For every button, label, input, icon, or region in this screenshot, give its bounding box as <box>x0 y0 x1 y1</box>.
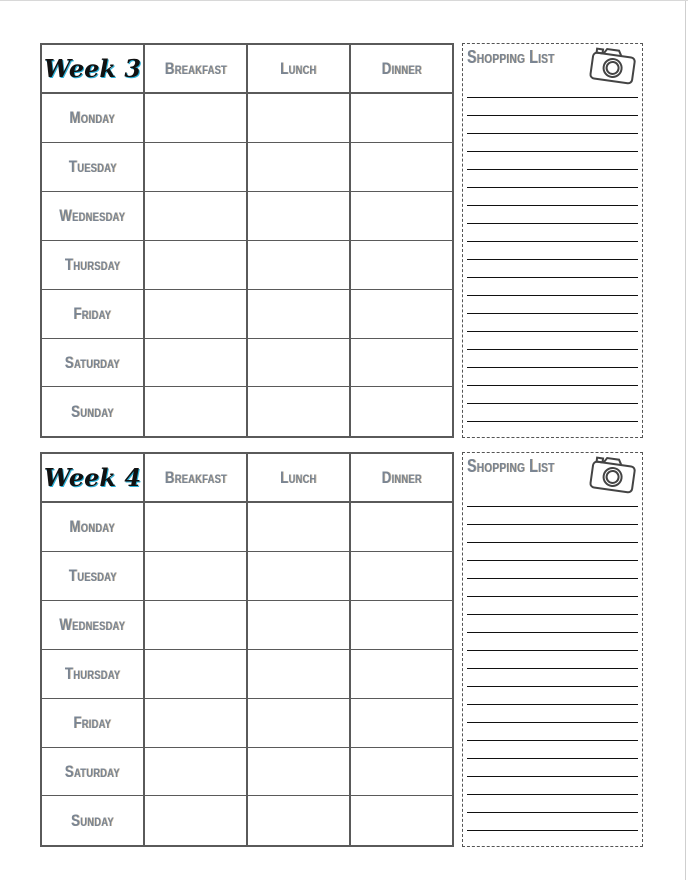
meal-entry-cell[interactable] <box>144 289 247 338</box>
table-row <box>41 747 453 796</box>
column-header-label: Breakfast <box>164 467 227 487</box>
table-row <box>41 143 453 192</box>
shopping-list-line[interactable] <box>467 668 638 669</box>
day-cell <box>41 93 144 143</box>
shopping-list-line[interactable] <box>467 686 638 687</box>
shopping-list-line[interactable] <box>467 704 638 705</box>
column-header-label: Breakfast <box>164 58 227 78</box>
shopping-list-line[interactable] <box>467 830 638 831</box>
meal-entry-cell[interactable] <box>350 338 453 387</box>
meal-entry-cell[interactable] <box>247 241 350 290</box>
shopping-list-line[interactable] <box>467 403 638 404</box>
meal-entry-cell[interactable] <box>144 796 247 846</box>
meal-entry-cell[interactable] <box>144 143 247 192</box>
column-header <box>350 44 453 93</box>
table-row <box>41 387 453 437</box>
meal-entry-cell[interactable] <box>350 289 453 338</box>
day-cell <box>41 289 144 338</box>
day-cell <box>41 796 144 846</box>
day-label: Saturday <box>65 761 120 781</box>
column-header <box>144 44 247 93</box>
meal-entry-cell[interactable] <box>247 502 350 552</box>
camera-icon <box>588 454 638 494</box>
shopping-list-line[interactable] <box>467 151 638 152</box>
meal-entry-cell[interactable] <box>144 650 247 699</box>
shopping-list-line[interactable] <box>467 277 638 278</box>
shopping-list-title: Shopping List <box>467 47 555 67</box>
shopping-list-line[interactable] <box>467 115 638 116</box>
table-row <box>41 601 453 650</box>
shopping-list-line[interactable] <box>467 542 638 543</box>
column-header <box>144 453 247 502</box>
table-row <box>41 552 453 601</box>
shopping-list-box <box>462 43 643 438</box>
column-header <box>247 453 350 502</box>
shopping-list-line[interactable] <box>467 560 638 561</box>
meal-entry-cell[interactable] <box>144 338 247 387</box>
meal-entry-cell[interactable] <box>144 502 247 552</box>
shopping-list-line[interactable] <box>467 133 638 134</box>
meal-entry-cell[interactable] <box>144 552 247 601</box>
shopping-list-box <box>462 452 643 847</box>
meal-entry-cell[interactable] <box>350 552 453 601</box>
shopping-list-line[interactable] <box>467 169 638 170</box>
meal-entry-cell[interactable] <box>247 552 350 601</box>
table-row <box>41 241 453 290</box>
day-cell <box>41 698 144 747</box>
meal-entry-cell[interactable] <box>350 796 453 846</box>
column-header-label: Dinner <box>381 58 422 78</box>
day-label: Sunday <box>71 810 114 830</box>
shopping-list-line[interactable] <box>467 506 638 507</box>
camera-icon <box>588 45 638 85</box>
table-row <box>41 192 453 241</box>
shopping-list-line[interactable] <box>467 614 638 615</box>
meal-entry-cell[interactable] <box>247 796 350 846</box>
meal-entry-cell[interactable] <box>350 747 453 796</box>
shopping-list-line[interactable] <box>467 223 638 224</box>
shopping-list-line[interactable] <box>467 97 638 98</box>
week-title: Week 4 <box>43 463 142 492</box>
shopping-list-line[interactable] <box>467 187 638 188</box>
meal-entry-cell[interactable] <box>350 387 453 437</box>
meal-entry-cell[interactable] <box>247 650 350 699</box>
column-header-label: Lunch <box>280 58 317 78</box>
shopping-list-line[interactable] <box>467 758 638 759</box>
shopping-list-line[interactable] <box>467 331 638 332</box>
shopping-list-line[interactable] <box>467 205 638 206</box>
meal-entry-cell[interactable] <box>350 192 453 241</box>
day-cell <box>41 192 144 241</box>
shopping-list-line[interactable] <box>467 295 638 296</box>
day-cell <box>41 143 144 192</box>
meal-entry-cell[interactable] <box>144 192 247 241</box>
shopping-list-line[interactable] <box>467 524 638 525</box>
shopping-list-line[interactable] <box>467 421 638 422</box>
column-header-label: Lunch <box>280 467 317 487</box>
day-label: Sunday <box>71 401 114 421</box>
table-row <box>41 502 453 552</box>
meal-entry-cell[interactable] <box>144 601 247 650</box>
week-title-cell <box>41 44 144 93</box>
shopping-list-line[interactable] <box>467 241 638 242</box>
table-row <box>41 289 453 338</box>
day-label: Wednesday <box>59 206 126 226</box>
meal-entry-cell[interactable] <box>247 93 350 143</box>
day-label: Tuesday <box>68 566 117 586</box>
shopping-list-line[interactable] <box>467 313 638 314</box>
meal-entry-cell[interactable] <box>350 241 453 290</box>
table-row <box>41 650 453 699</box>
week-4-meal-table <box>40 452 454 847</box>
shopping-list-line[interactable] <box>467 385 638 386</box>
meal-entry-cell[interactable] <box>350 601 453 650</box>
meal-entry-cell[interactable] <box>350 502 453 552</box>
day-label: Wednesday <box>59 615 126 635</box>
meal-entry-cell[interactable] <box>144 387 247 437</box>
shopping-list-line[interactable] <box>467 650 638 651</box>
shopping-list-line[interactable] <box>467 259 638 260</box>
meal-entry-cell[interactable] <box>144 698 247 747</box>
meal-entry-cell[interactable] <box>144 93 247 143</box>
meal-entry-cell[interactable] <box>247 698 350 747</box>
meal-entry-cell[interactable] <box>350 698 453 747</box>
table-row <box>41 93 453 143</box>
shopping-list-line[interactable] <box>467 349 638 350</box>
shopping-list-line[interactable] <box>467 578 638 579</box>
meal-entry-cell[interactable] <box>247 192 350 241</box>
meal-entry-cell[interactable] <box>350 143 453 192</box>
day-cell <box>41 502 144 552</box>
shopping-list-line[interactable] <box>467 776 638 777</box>
meal-entry-cell[interactable] <box>247 747 350 796</box>
table-row <box>41 338 453 387</box>
shopping-list-line[interactable] <box>467 367 638 368</box>
day-cell <box>41 387 144 437</box>
day-cell <box>41 241 144 290</box>
shopping-list-line[interactable] <box>467 812 638 813</box>
table-row <box>41 698 453 747</box>
day-label: Friday <box>73 712 112 732</box>
day-cell <box>41 338 144 387</box>
week-3-meal-table <box>40 43 454 438</box>
meal-entry-cell[interactable] <box>247 338 350 387</box>
table-row <box>41 796 453 846</box>
week-title-cell <box>41 453 144 502</box>
meal-entry-cell[interactable] <box>247 289 350 338</box>
week-title: Week 3 <box>43 54 142 83</box>
day-cell <box>41 747 144 796</box>
day-label: Friday <box>73 303 112 323</box>
meal-entry-cell[interactable] <box>247 143 350 192</box>
shopping-list-line[interactable] <box>467 740 638 741</box>
day-cell <box>41 650 144 699</box>
shopping-list-line[interactable] <box>467 632 638 633</box>
day-cell <box>41 552 144 601</box>
shopping-list-title: Shopping List <box>467 456 555 476</box>
day-label: Tuesday <box>68 157 117 177</box>
day-label: Monday <box>69 108 116 128</box>
meal-entry-cell[interactable] <box>144 747 247 796</box>
day-label: Thursday <box>64 254 121 274</box>
meal-entry-cell[interactable] <box>350 93 453 143</box>
meal-entry-cell[interactable] <box>247 601 350 650</box>
column-header <box>247 44 350 93</box>
day-label: Monday <box>69 517 116 537</box>
day-cell <box>41 601 144 650</box>
shopping-list-line[interactable] <box>467 722 638 723</box>
day-label: Thursday <box>64 663 121 683</box>
meal-entry-cell[interactable] <box>350 650 453 699</box>
shopping-list-line[interactable] <box>467 596 638 597</box>
meal-entry-cell[interactable] <box>144 241 247 290</box>
column-header <box>350 453 453 502</box>
column-header-label: Dinner <box>381 467 422 487</box>
day-label: Saturday <box>65 352 120 372</box>
shopping-list-line[interactable] <box>467 794 638 795</box>
meal-entry-cell[interactable] <box>247 387 350 437</box>
